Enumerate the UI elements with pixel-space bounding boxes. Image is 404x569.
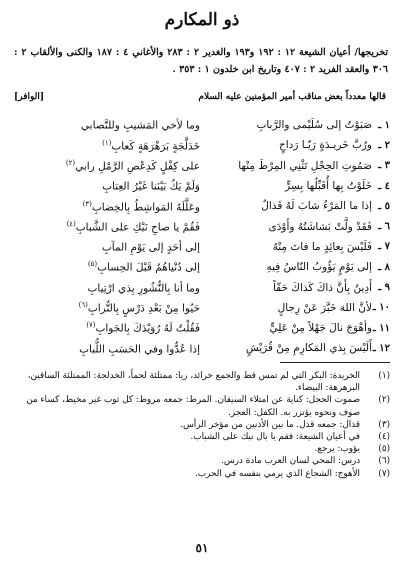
verse <box>14 338 390 358</box>
poem-intro: قالها معدداً بعض مناقب أمير المؤمنين عليه السلام <box>198 92 386 102</box>
verse-second-hemistich <box>14 118 200 132</box>
footnotes <box>14 370 390 480</box>
hemistich-text: إذا عُدُّوا وفي الحَسَبِ اللُّبابِ <box>79 343 200 356</box>
verse <box>14 257 390 277</box>
footnote <box>14 455 390 467</box>
verse-second-hemistich <box>14 139 200 153</box>
verse-first-hemistich: أَدِينُ بِأَنَّ ذاكَ كَذاكَ حَقّاً <box>272 281 372 294</box>
verse-second-hemistich <box>14 240 200 254</box>
verse-number: ١٢ ـ <box>372 342 390 354</box>
verse-first-hemistich: وأهْوَجَ نالَ جَهْلاً مِنْ عَلِيٍّ <box>269 322 372 335</box>
verse-number: ٦ ـ <box>378 221 390 233</box>
verse-first-hemistich: ورُبَّ خَريـدَةٍ رَيّـا رَداحٍ <box>278 139 372 152</box>
footnote-ref: (١) <box>102 138 112 147</box>
verse-first-hemistich: فَقَدْ ولَّتْ بَشاشَتُهُ وأَوْدَى <box>268 220 372 233</box>
verse-second-hemistich <box>14 179 200 193</box>
footnote-number: (٤) <box>378 432 390 443</box>
verse <box>14 196 390 216</box>
verse-first-hemistich: إذا ما المَرْءُ شابَ لَهُ قَذالٌ <box>261 200 372 213</box>
verse <box>14 135 390 155</box>
verse-number: ٢ ـ <box>378 139 390 151</box>
hemistich-text: إلى دُنْياهُمُ قَبْلَ الحِسابِ <box>97 261 200 274</box>
hemistich-text: فَقُلْتُ لَهُ رُوَيْدَكَ بِالجَوابِ <box>95 322 200 335</box>
hemistich-text: على كِفْلٍ كَدِعْصِ الرَّمْلِ رابي <box>75 160 200 173</box>
verse-first-hemistich: إلى يَوْمٍ يَؤُوبُ النّاسُ فِيهِ <box>266 261 372 274</box>
hemistich-text: وَلَمْ يَكُ بَيْنَنا غَيْرُ العِتابِ <box>102 180 200 193</box>
verse-second-hemistich <box>14 321 200 335</box>
verse <box>14 115 390 135</box>
footnote-number: (١) <box>378 371 390 381</box>
poem-meter: [الوافر] <box>14 92 45 102</box>
footnote <box>14 419 390 431</box>
verse-second-hemistich <box>14 281 200 295</box>
footnote-text: في أعيان الشيعة: فقم يا بال نبك على الشباب. <box>190 432 360 443</box>
verse-second-hemistich <box>14 342 200 356</box>
footnote-number: (٢) <box>378 395 390 406</box>
verse-second-hemistich <box>14 260 200 274</box>
verse-number: ١١ ـ <box>372 322 390 334</box>
verse-second-hemistich <box>14 200 200 214</box>
footnote <box>14 443 390 455</box>
verse-number: ٥ ـ <box>378 200 390 212</box>
footnote-number: (٧) <box>378 468 390 479</box>
verse-number: ١٠ ـ <box>372 302 390 314</box>
footnote-text: الأهوج: الشجاع الذي يرمي بنفسه في الحرب. <box>194 468 360 479</box>
hemistich-text: فَقُمْ يا صاحِ نَبْكِ على الشَّبابِ <box>75 221 200 234</box>
hemistich-text: وما لأخي المَشيبِ وللتَّصابي <box>80 119 200 132</box>
footnote-text: قذال: جمعه قذل. ما بين الأذنين من مؤخر الرأس. <box>180 419 360 430</box>
footnote-number: (٥) <box>378 444 390 455</box>
verse-first-hemistich: أَلَيْسَ بِذي المَكارِمِ مِنْ قُرَيْشٍ <box>245 342 372 355</box>
footnote-ref: (٤) <box>66 219 76 228</box>
footnote <box>14 370 390 394</box>
verse-number: ٤ ـ <box>378 180 390 192</box>
hemistich-text: إلى أحَدٍ إلى يَوْمِ المآبِ <box>101 241 200 254</box>
footnote-text: صموت الحجل: كناية عن امتلاء السيقان. المرط: جمعه مروط: كل ثوب غير مخيط، كساء من صوف ونحوه يؤتزر به. الكفل: العجز. <box>26 395 360 418</box>
verse <box>14 277 390 297</box>
footnote <box>14 431 390 443</box>
verse <box>14 237 390 257</box>
verse-first-hemistich: صَمُوتِ الحِجْلِ تَثْنِي المِرْطَ مِنْها <box>238 159 372 172</box>
footnote-number: (٦) <box>378 456 390 467</box>
footnote-text: درس: المحي لسان العرب مادة درس. <box>221 456 360 467</box>
hemistich-text: وما أنا بِالنُّشُورِ بِذي ارْتِيابِ <box>87 282 200 295</box>
verse <box>14 156 390 176</box>
verse <box>14 318 390 338</box>
footnote-ref: (٢) <box>65 158 76 167</box>
verse-number: ٧ ـ <box>378 241 390 253</box>
poem-verses <box>14 115 390 359</box>
verse-number: ١ ـ <box>378 119 390 131</box>
verse-first-hemistich: خَلَوْتُ بِها أُقَبِّلُها بِسِرٍّ <box>285 180 372 193</box>
footnote <box>14 394 390 418</box>
sources-paragraph: تخريجها/ أعيان الشيعة ١٢ : ١٩٢ و١٩٣ والغدير ٢ : ٢٨٣ والأغاني ٤ : ١٨٧ والكنى والألقاب ٢ : ٣٠٦ والعقد الفريد ٢ : ٤٠٧ وتاريخ ابن خلدون ١ : ٣٥٣ . <box>14 47 389 75</box>
page-number: ٥١ <box>195 541 209 555</box>
verse-number: ٩ ـ <box>378 282 390 294</box>
hemistich-text: خَدَلَّجَةٍ بَرَهْرَهَةٍ كَعابِ <box>111 140 200 153</box>
verse-number: ٨ ـ <box>378 261 390 273</box>
verse-first-hemistich: صَبَوْتُ إلى سُلَيْمى والرَّبابِ <box>256 119 372 132</box>
verse-second-hemistich <box>14 159 200 173</box>
verse-second-hemistich <box>14 301 200 315</box>
footnote-ref: (٥) <box>87 260 98 269</box>
verse <box>14 176 390 196</box>
footnote-divider <box>280 362 390 363</box>
verse-first-hemistich: فَلَيْسَ بِعائِدٍ ما فاتَ مِنْهُ <box>272 240 372 253</box>
footnote-ref: (٣) <box>82 199 92 208</box>
footnote-ref: (٧) <box>86 321 96 330</box>
footnote-ref: (٦) <box>78 301 88 310</box>
verse-number: ٣ ـ <box>378 160 390 172</box>
verse-first-hemistich: لأنَّ اللهَ خَبَّرَ عَنْ رِجالٍ <box>277 301 372 314</box>
verse-second-hemistich <box>14 220 200 234</box>
footnote-number: (٣) <box>378 419 390 430</box>
hemistich-text: حَيُوا مِنْ بَعْدِ دَرْسٍ بِالتُّرابِ <box>87 302 200 315</box>
verse <box>14 216 390 236</box>
footnote-text: يؤوب: يرجع. <box>314 444 360 455</box>
page-title: ذو المكارم <box>164 10 240 30</box>
footnote-text: الخريدة: البكر التي لم تمس قط والجمع خرائد، ريا: ممتلئة لحماً، الخدلجة: الممتلئة الساقين، البرهرهة: البيضاء. <box>27 371 360 394</box>
verse <box>14 298 390 318</box>
hemistich-text: وعَلَّلَهُ المَواشِطُ بِالخِضابِ <box>91 201 200 214</box>
footnote <box>14 468 390 480</box>
